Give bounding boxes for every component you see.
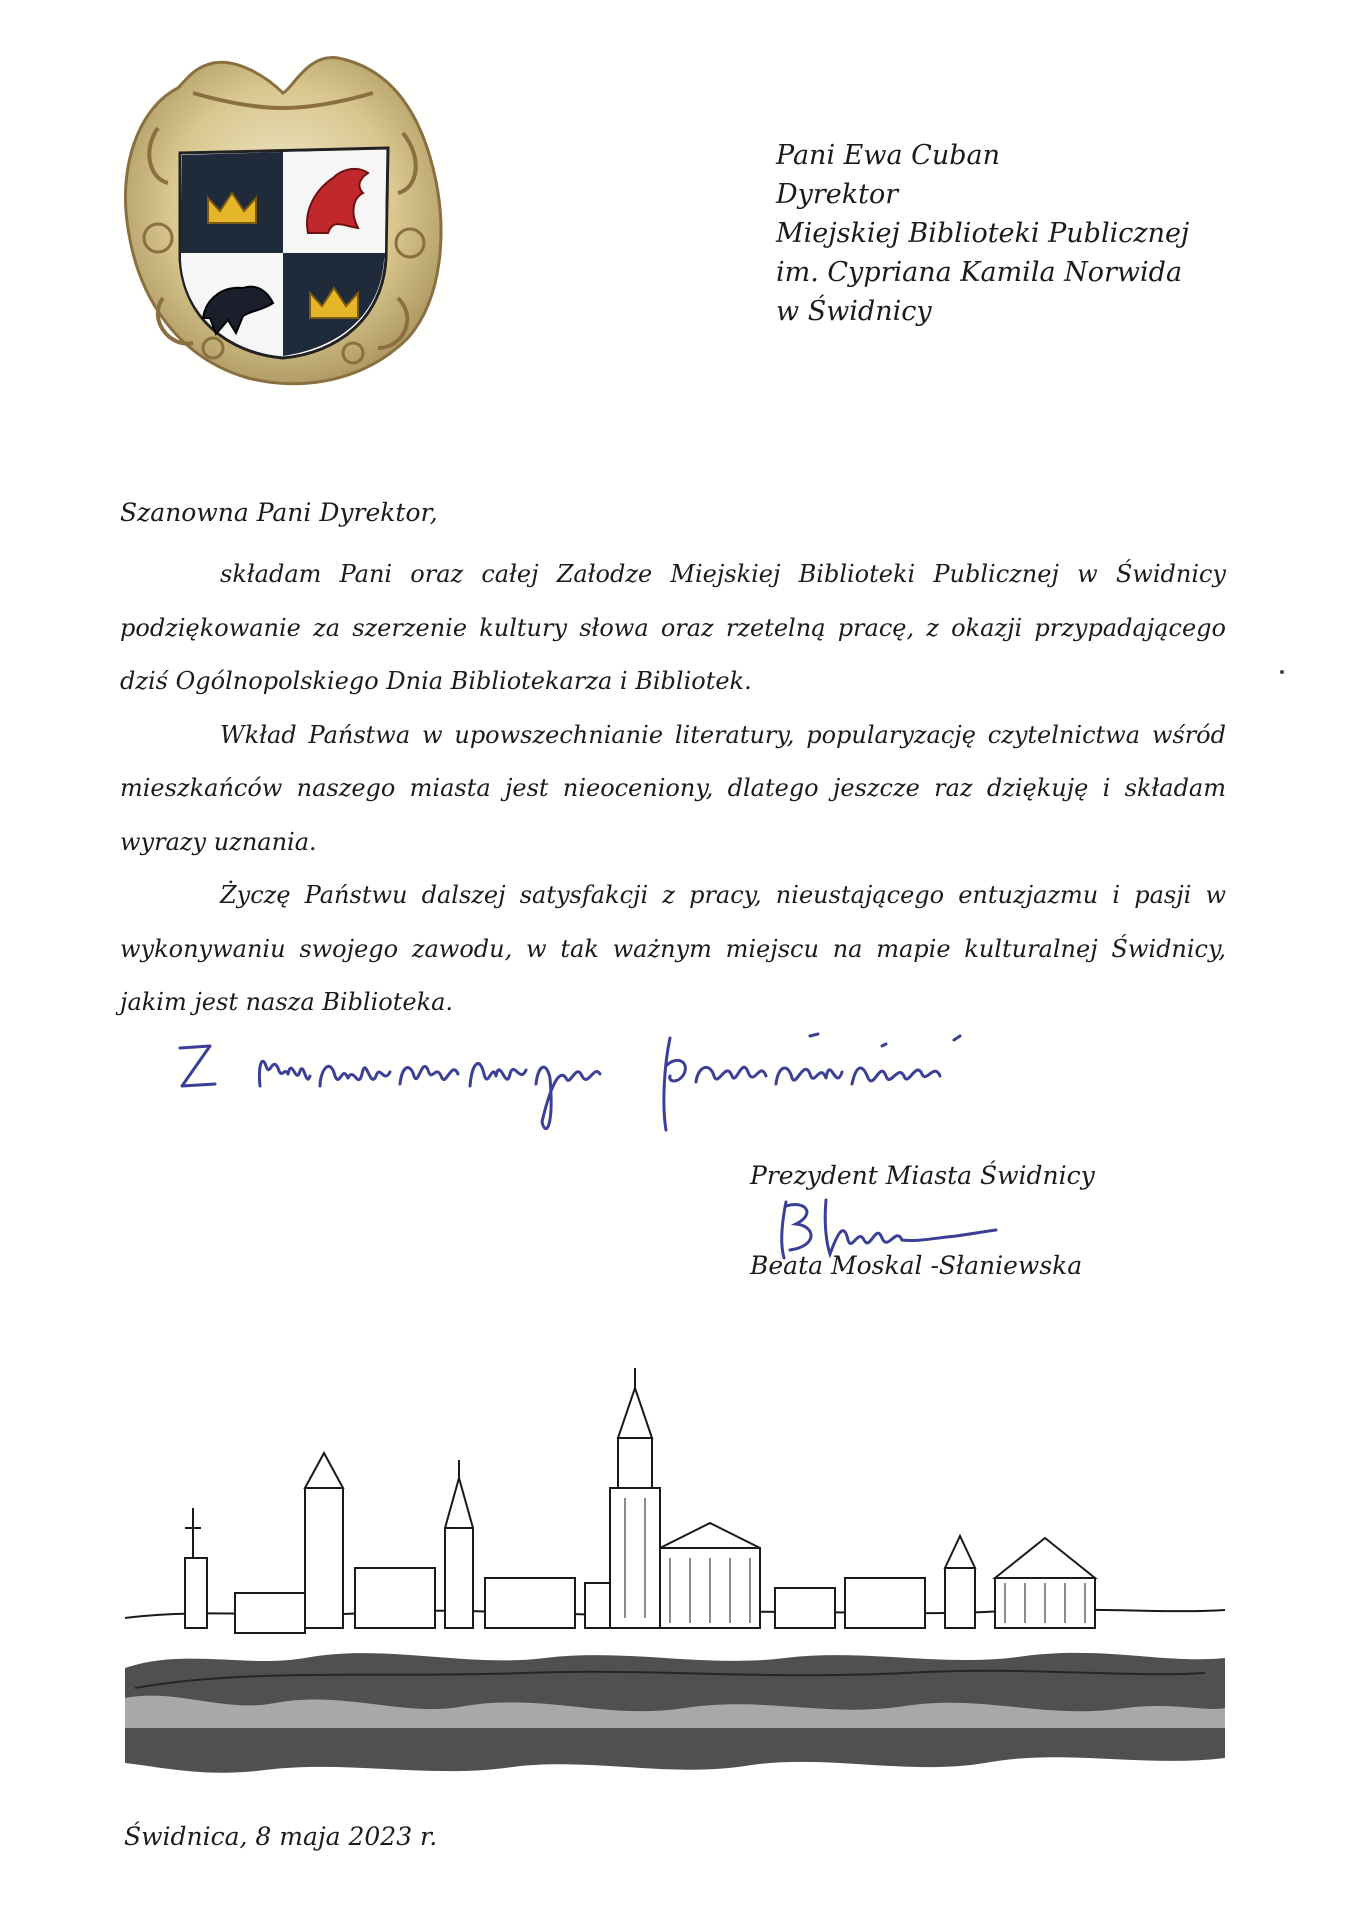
recipient-address — [776, 136, 1189, 331]
recipient-line: im. Cypriana Kamila Norwida — [776, 257, 1183, 288]
recipient-line: w Świdnicy — [776, 296, 932, 327]
salutation: Szanowna Pani Dyrektor, — [120, 498, 438, 527]
recipient-line: Miejskiej Biblioteki Publicznej — [776, 218, 1190, 249]
signature-title: Prezydent Miasta Świdnicy — [750, 1161, 1095, 1190]
letter-body — [120, 548, 1226, 1030]
recipient-line: Dyrektor — [776, 179, 899, 210]
handwritten-closing — [170, 1026, 1170, 1136]
signature-name: Beata Moskal -Słaniewska — [750, 1251, 1083, 1280]
paper-speck — [1280, 670, 1284, 674]
body-paragraph: składam Pani oraz całej Załodze Miejskiej Biblioteki Publicznej w Świdnicy podziękowanie za szerzenie kultury słowa oraz rzetelną pracę, z okazji przypadającego dziś Ogólnopolskiego Dnia Bibliotekarza i Bibliotek. — [120, 560, 1226, 695]
body-paragraph: Życzę Państwu dalszej satysfakcji z pracy, nieustającego entuzjazmu i pasji w wykonywaniu swojego zawodu, w tak ważnym miejscu na mapie kulturalnej Świdnicy, jakim jest nasza Biblioteka. — [120, 881, 1226, 1016]
city-skyline-drawing-icon — [125, 1368, 1225, 1808]
place-date: Świdnica, 8 maja 2023 r. — [124, 1822, 438, 1851]
body-paragraph: Wkład Państwa w upowszechnianie literatury, popularyzację czytelnictwa wśród mieszkańców naszego miasta jest nieoceniony, dlatego jeszcze raz dziękuję i składam wyrazy uznania. — [120, 720, 1226, 856]
recipient-line: Pani Ewa Cuban — [776, 140, 1000, 171]
coat-of-arms-icon — [118, 48, 448, 393]
